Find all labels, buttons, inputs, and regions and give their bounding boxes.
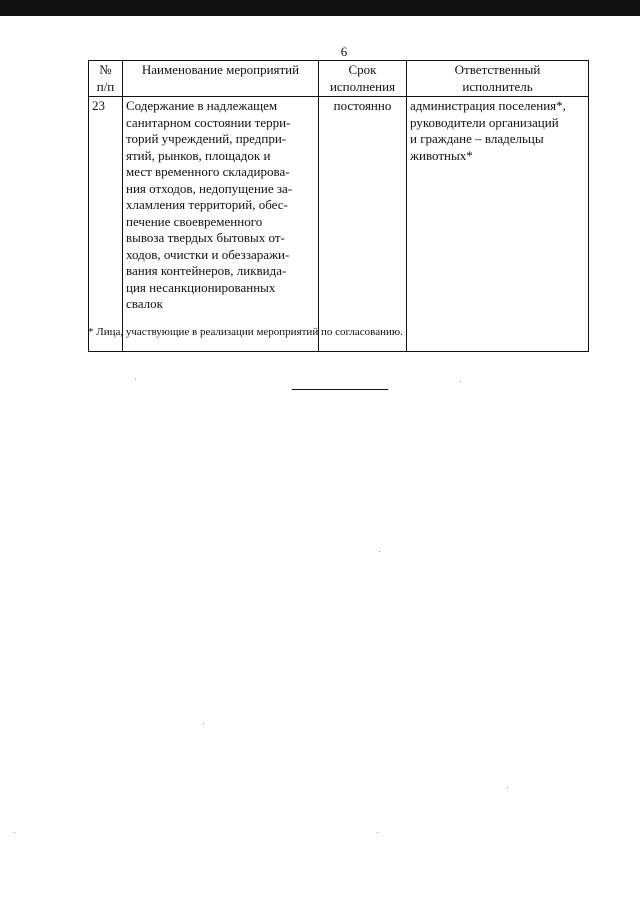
measure-line: торий учреждений, предпри- xyxy=(126,131,287,146)
scan-speck xyxy=(460,381,461,382)
responsible-line: руководители организаций xyxy=(410,114,559,130)
table-header-row xyxy=(89,61,589,97)
page-number: 6 xyxy=(340,44,348,59)
scan-top-border xyxy=(0,0,640,16)
measure-line: мест временного складирова- xyxy=(126,164,290,179)
scan-speck xyxy=(507,787,508,788)
header-responsible xyxy=(407,61,589,97)
measure-line: санитарном состоянии терри- xyxy=(126,114,291,130)
row-responsible xyxy=(407,97,589,352)
header-responsible-line-2: исполнитель xyxy=(462,78,533,94)
header-number-line-1: № xyxy=(99,62,112,77)
footnote: * Лица, участвующие в реализации мероприятий по согласованию. xyxy=(88,326,403,338)
table-row xyxy=(89,97,589,352)
responsible-line: животных* xyxy=(410,147,473,163)
row-term: постоянно xyxy=(319,97,407,352)
measure-line: Содержание в надлежащем xyxy=(126,98,278,113)
responsible-line: администрация поселения*, xyxy=(410,98,566,113)
measure-line: ходов, очистки и обеззаражи- xyxy=(126,246,290,262)
header-responsible-line-1: Ответственный xyxy=(454,62,541,77)
measure-line: свалок xyxy=(126,296,163,311)
measure-line: вывоза твердых бытовых от- xyxy=(126,230,285,245)
measure-line: ятий, рынков, площадок и xyxy=(126,147,271,163)
measure-line: ция несанкционированных xyxy=(126,279,276,295)
header-measure-name xyxy=(123,61,319,97)
responsible-line: и граждане – владельцы xyxy=(410,131,544,146)
measure-line: хламления территорий, обес- xyxy=(126,197,288,212)
measure-line: вания контейнеров, ликвида- xyxy=(126,263,287,278)
closing-line xyxy=(292,389,388,390)
header-number xyxy=(89,61,123,97)
header-term-line-1: Срок xyxy=(348,62,377,77)
row-number: 23 xyxy=(89,97,123,352)
header-measure-name-text: Наименование мероприятий xyxy=(141,62,300,77)
scan-speck xyxy=(379,551,380,552)
scan-speck xyxy=(14,832,15,833)
measure-line: печение своевременного xyxy=(126,213,263,229)
scan-speck xyxy=(377,832,378,833)
measure-line: ния отходов, недопущение за- xyxy=(126,180,293,196)
header-term xyxy=(319,61,407,97)
header-number-line-2: п/п xyxy=(96,78,115,94)
header-term-line-2: исполнения xyxy=(329,78,396,94)
scan-speck xyxy=(203,723,204,724)
measures-table xyxy=(88,60,589,352)
scan-speck xyxy=(135,379,136,380)
row-measure-name xyxy=(123,97,319,352)
